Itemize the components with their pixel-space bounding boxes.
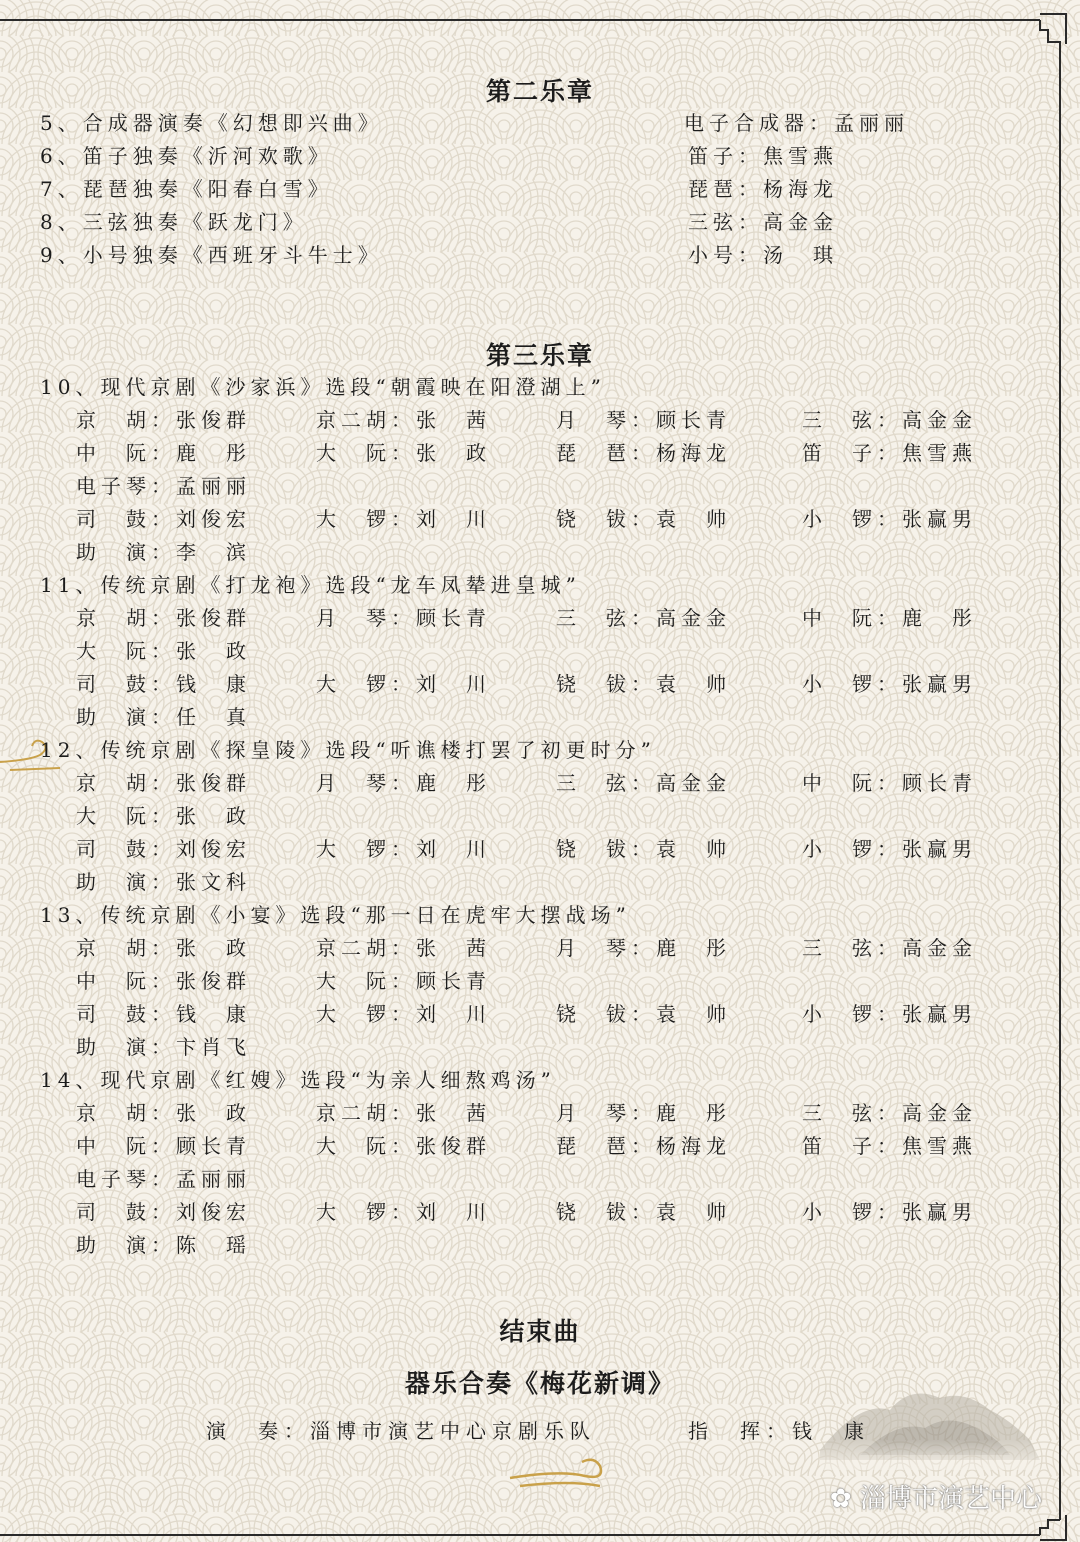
performer-entry: 司 鼓：刘俊宏	[76, 507, 251, 531]
performer-entry: 中 阮：鹿 彤	[76, 441, 251, 465]
performer-entry: 司 鼓：刘俊宏	[76, 837, 251, 861]
list-item-title: 8、三弦独奏《跃龙门》	[40, 210, 308, 234]
performer-entry: 大 阮：张 政	[76, 639, 251, 663]
performer-entry: 小 锣：张赢男	[802, 507, 977, 531]
list-item-performer: 电子合成器：孟丽丽	[684, 111, 909, 135]
finale-performers: 演 奏：淄博市演艺中心京剧乐队	[206, 1419, 596, 1443]
performer-entry: 京二胡：张 茜	[316, 1101, 491, 1125]
finale-heading: 结束曲	[499, 1317, 581, 1346]
performer-entry: 大 锣：刘 川	[316, 507, 491, 531]
section3-heading: 第三乐章	[485, 341, 594, 370]
piece-title: 14、现代京剧《红嫂》选段“为亲人细熬鸡汤”	[40, 1068, 556, 1092]
list-item-performer: 琵琶：杨海龙	[688, 177, 838, 201]
performer-entry: 小 锣：张赢男	[802, 672, 977, 696]
performer-entry: 助 演：陈 瑶	[76, 1233, 251, 1257]
performer-entry: 大 锣：刘 川	[316, 672, 491, 696]
performer-entry: 琵 琶：杨海龙	[556, 1134, 731, 1158]
performer-entry: 中 阮：顾长青	[802, 771, 977, 795]
performer-entry: 小 锣：张赢男	[802, 837, 977, 861]
performer-entry: 助 演：卞肖飞	[76, 1035, 251, 1059]
performer-entry: 铙 钹：袁 帅	[556, 672, 731, 696]
performer-entry: 小 锣：张赢男	[802, 1200, 977, 1224]
performer-entry: 大 阮：顾长青	[316, 969, 491, 993]
list-item-title: 7、琵琶独奏《阳春白雪》	[40, 177, 333, 201]
performer-entry: 中 阮：张俊群	[76, 969, 251, 993]
performer-entry: 三 弦：高金金	[556, 606, 731, 630]
performer-entry: 大 阮：张 政	[316, 441, 491, 465]
list-item-performer: 笛子：焦雪燕	[688, 144, 838, 168]
list-item-title: 9、小号独奏《西班牙斗牛士》	[40, 243, 383, 267]
performer-entry: 三 弦：高金金	[802, 1101, 977, 1125]
piece-title: 13、传统京剧《小宴》选段“那一日在虎牢大摆战场”	[40, 903, 631, 927]
performer-entry: 大 锣：刘 川	[316, 837, 491, 861]
performer-entry: 月 琴：顾长青	[316, 606, 491, 630]
performer-entry: 笛 子：焦雪燕	[802, 1134, 977, 1158]
piece-title: 10、现代京剧《沙家浜》选段“朝霞映在阳澄湖上”	[40, 375, 606, 399]
performer-entry: 京 胡：张 政	[76, 1101, 251, 1125]
finale-title: 器乐合奏《梅花新调》	[404, 1369, 675, 1398]
performer-entry: 京 胡：张俊群	[76, 408, 251, 432]
performer-entry: 铙 钹：袁 帅	[556, 837, 731, 861]
performer-entry: 助 演：李 滨	[76, 540, 251, 564]
performer-entry: 大 锣：刘 川	[316, 1200, 491, 1224]
performer-entry: 大 阮：张 政	[76, 804, 251, 828]
wechat-icon: ✿	[829, 1484, 852, 1514]
performer-entry: 月 琴：鹿 彤	[556, 1101, 731, 1125]
performer-entry: 助 演：任 真	[76, 705, 251, 729]
list-item-title: 6、笛子独奏《沂河欢歌》	[40, 144, 333, 168]
performer-entry: 笛 子：焦雪燕	[802, 441, 977, 465]
list-item-title: 5、合成器演奏《幻想即兴曲》	[40, 111, 383, 135]
performer-entry: 京 胡：张俊群	[76, 606, 251, 630]
performer-entry: 月 琴：鹿 彤	[556, 936, 731, 960]
list-item-performer: 三弦：高金金	[688, 210, 838, 234]
performer-entry: 司 鼓：钱 康	[76, 672, 251, 696]
performer-entry: 电子琴：孟丽丽	[76, 1167, 251, 1191]
performer-entry: 铙 钹：袁 帅	[556, 1002, 731, 1026]
performer-entry: 铙 钹：袁 帅	[556, 1200, 731, 1224]
performer-entry: 小 锣：张赢男	[802, 1002, 977, 1026]
performer-entry: 助 演：张文科	[76, 870, 251, 894]
performer-entry: 月 琴：顾长青	[556, 408, 731, 432]
performer-entry: 三 弦：高金金	[802, 936, 977, 960]
piece-title: 12、传统京剧《探皇陵》选段“听谯楼打罢了初更时分”	[40, 738, 656, 762]
performer-entry: 京 胡：张俊群	[76, 771, 251, 795]
performer-entry: 京二胡：张 茜	[316, 936, 491, 960]
finale-conductor: 指 挥：钱 康	[688, 1419, 870, 1443]
list-item-performer: 小号：汤 琪	[688, 243, 838, 267]
performer-entry: 京 胡：张 政	[76, 936, 251, 960]
performer-entry: 中 阮：顾长青	[76, 1134, 251, 1158]
piece-title: 11、传统京剧《打龙袍》选段“龙车凤辇进皇城”	[40, 573, 581, 597]
performer-entry: 司 鼓：钱 康	[76, 1002, 251, 1026]
watermark	[830, 1478, 1042, 1515]
performer-entry: 月 琴：鹿 彤	[316, 771, 491, 795]
performer-entry: 京二胡：张 茜	[316, 408, 491, 432]
performer-entry: 三 弦：高金金	[556, 771, 731, 795]
performer-entry: 中 阮：鹿 彤	[802, 606, 977, 630]
performer-entry: 司 鼓：刘俊宏	[76, 1200, 251, 1224]
performer-entry: 铙 钹：袁 帅	[556, 507, 731, 531]
performer-entry: 大 阮：张俊群	[316, 1134, 491, 1158]
performer-entry: 大 锣：刘 川	[316, 1002, 491, 1026]
performer-entry: 三 弦：高金金	[802, 408, 977, 432]
watermark-text: 淄博市演艺中心	[859, 1484, 1042, 1514]
performer-entry: 电子琴：孟丽丽	[76, 474, 251, 498]
section2-heading: 第二乐章	[485, 77, 594, 106]
performer-entry: 琵 琶：杨海龙	[556, 441, 731, 465]
